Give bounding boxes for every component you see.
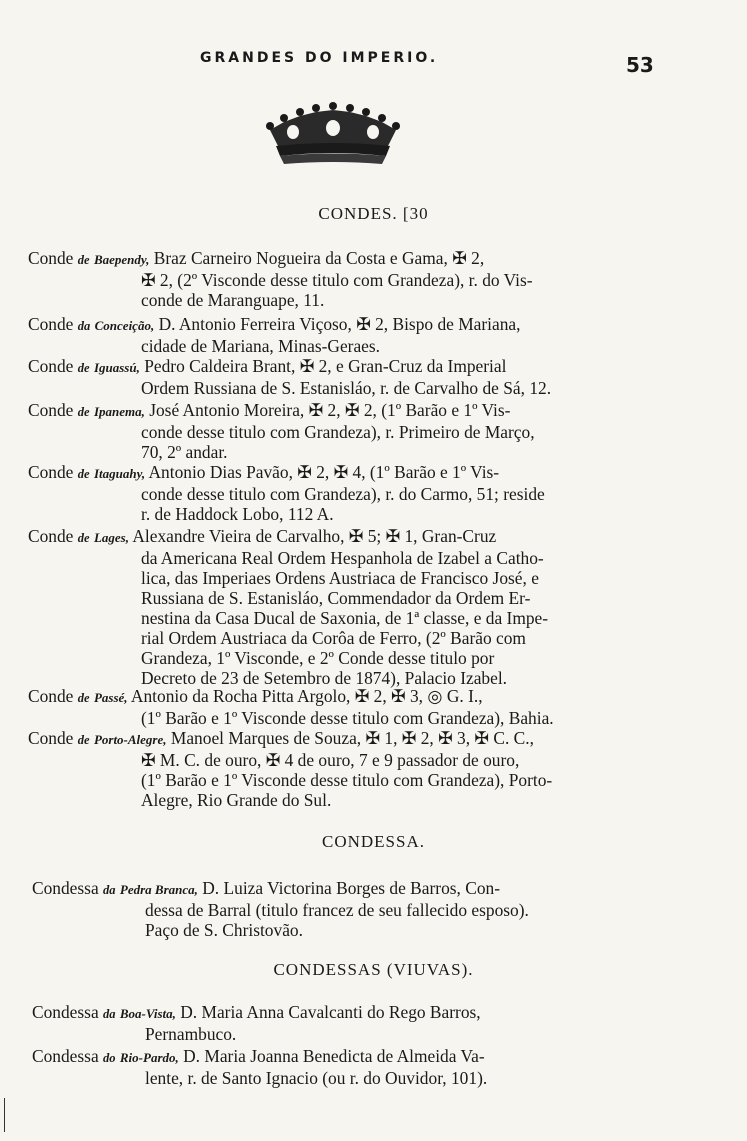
entry-line: Braz Carneiro Nogueira da Costa e Gama, ✠ 2,	[153, 248, 485, 268]
entry-place: Itaguahy,	[93, 466, 146, 481]
entry-conceicao	[28, 314, 658, 356]
entry-particle: de	[77, 691, 90, 705]
entry-rank: Conde	[28, 728, 74, 748]
entry-lages	[28, 526, 658, 688]
section-title-condessa: CONDESSA.	[322, 832, 425, 851]
entry-rank: Condessa	[32, 878, 99, 898]
running-title: GRANDES DO IMPERIO.	[200, 50, 439, 66]
entry-line: conde desse titulo com Grandeza), r. Primeiro de Março,	[141, 422, 535, 442]
entry-rio-pardo	[32, 1046, 662, 1088]
entry-baependy	[28, 248, 658, 310]
entry-line: ✠ M. C. de ouro, ✠ 4 de ouro, 7 e 9 passador de ouro,	[141, 750, 520, 770]
entry-line: Decreto de 23 de Setembro de 1874), Palacio Izabel.	[141, 668, 508, 688]
entry-line: r. de Haddock Lobo, 112 A.	[141, 504, 334, 524]
entry-line: D. Maria Joanna Benedicta de Almeida Va-	[183, 1046, 485, 1066]
entry-particle: do	[103, 1051, 116, 1065]
entry-iguassu	[28, 356, 658, 398]
entry-line: D. Luiza Victorina Borges de Barros, Con-	[202, 878, 501, 898]
entry-ipanema	[28, 400, 658, 462]
entry-line: Alegre, Rio Grande do Sul.	[141, 790, 332, 810]
entry-pedra-branca	[32, 878, 662, 940]
entry-place: Iguassú,	[93, 360, 140, 375]
entry-rank: Conde	[28, 400, 74, 420]
entry-place: Baependy,	[93, 252, 150, 267]
entry-particle: de	[77, 467, 90, 481]
entry-itaguahy	[28, 462, 658, 524]
entry-place: Boa-Vista,	[119, 1006, 176, 1021]
entry-line: Grandeza, 1º Visconde, e 2º Conde desse titulo por	[141, 648, 495, 668]
page-number: 53	[626, 53, 654, 77]
entry-line: (1º Barão e 1º Visconde desse titulo com Grandeza), Bahia.	[141, 708, 554, 728]
entry-rank: Conde	[28, 314, 74, 334]
entry-particle: da	[103, 1007, 116, 1021]
entry-line: rial Ordem Austriaca da Corôa de Ferro, (2º Barão com	[141, 628, 526, 648]
entry-line: Paço de S. Christovão.	[145, 920, 303, 940]
entry-rank: Conde	[28, 686, 74, 706]
entry-particle: de	[77, 531, 90, 545]
entry-line: Antonio Dias Pavão, ✠ 2, ✠ 4, (1º Barão e 1º Vis-	[148, 462, 500, 482]
entry-particle: da	[77, 319, 91, 333]
entry-line: cidade de Mariana, Minas-Geraes.	[141, 336, 381, 356]
entry-line: lica, das Imperiaes Ordens Austriaca de Francisco José, e	[141, 568, 539, 588]
entry-line: Antonio da Rocha Pitta Argolo, ✠ 2, ✠ 3, ◎ G. I.,	[130, 686, 483, 706]
entry-rank: Conde	[28, 526, 74, 546]
entry-boa-vista	[32, 1002, 662, 1044]
entry-line: nestina da Casa Ducal de Saxonia, de 1ª classe, e da Impe-	[141, 608, 549, 628]
entry-particle: de	[77, 733, 90, 747]
entry-rank: Condessa	[32, 1002, 99, 1022]
entry-rank: Condessa	[32, 1046, 99, 1066]
entry-line: ✠ 2, (2º Visconde desse titulo com Grandeza), r. do Vis-	[141, 270, 533, 290]
entry-line: conde de Maranguape, 11.	[141, 290, 325, 310]
entry-particle: de	[77, 253, 90, 267]
entry-line: dessa de Barral (titulo francez de seu fallecido esposo).	[145, 900, 529, 920]
crown-icon	[258, 96, 408, 168]
entry-line: 70, 2º andar.	[141, 442, 228, 462]
entry-place: Conceição,	[94, 318, 155, 333]
entry-rank: Conde	[28, 248, 74, 268]
entry-line: D. Antonio Ferreira Viçoso, ✠ 2, Bispo de Mariana,	[158, 314, 521, 334]
entry-place: Lages,	[93, 530, 129, 545]
entry-line: conde desse titulo com Grandeza), r. do Carmo, 51; reside	[141, 484, 545, 504]
entry-line: Alexandre Vieira de Carvalho, ✠ 5; ✠ 1, Gran-Cruz	[132, 526, 497, 546]
entry-rank: Conde	[28, 356, 74, 376]
entry-passe	[28, 686, 658, 728]
entry-line: Pedro Caldeira Brant, ✠ 2, e Gran-Cruz da Imperial	[144, 356, 507, 376]
entry-line: Ordem Russiana de S. Estanisláo, r. de Carvalho de Sá, 12.	[141, 378, 552, 398]
entry-place: Rio-Pardo,	[119, 1050, 179, 1065]
entry-place: Porto-Alegre,	[93, 732, 167, 747]
entry-line: Russiana de S. Estanisláo, Commendador da Ordem Er-	[141, 588, 531, 608]
margin-mark	[4, 1098, 5, 1132]
entry-place: Passé,	[93, 690, 128, 705]
entry-line: José Antonio Moreira, ✠ 2, ✠ 2, (1º Barão e 1º Vis-	[149, 400, 511, 420]
entry-particle: de	[77, 405, 90, 419]
entry-particle: de	[77, 361, 90, 375]
entry-line: Pernambuco.	[145, 1024, 237, 1044]
section-title-viuvas: CONDESSAS (VIUVAS).	[273, 960, 474, 979]
entry-line: D. Maria Anna Cavalcanti do Rego Barros,	[180, 1002, 481, 1022]
entry-line: (1º Barão e 1º Visconde desse titulo com Grandeza), Porto-	[141, 770, 553, 790]
entry-rank: Conde	[28, 462, 74, 482]
entry-place: Pedra Branca,	[119, 882, 198, 897]
entry-line: Manoel Marques de Souza, ✠ 1, ✠ 2, ✠ 3, ✠ C. C.,	[170, 728, 534, 748]
entry-line: lente, r. de Santo Ignacio (ou r. do Ouvidor, 101).	[145, 1068, 488, 1088]
entry-porto-alegre	[28, 728, 658, 810]
section-title-condes: CONDES. [30	[318, 204, 429, 223]
entry-place: Ipanema,	[93, 404, 145, 419]
entry-particle: da	[103, 883, 116, 897]
entry-line: da Americana Real Ordem Hespanhola de Izabel a Catho-	[141, 548, 544, 568]
